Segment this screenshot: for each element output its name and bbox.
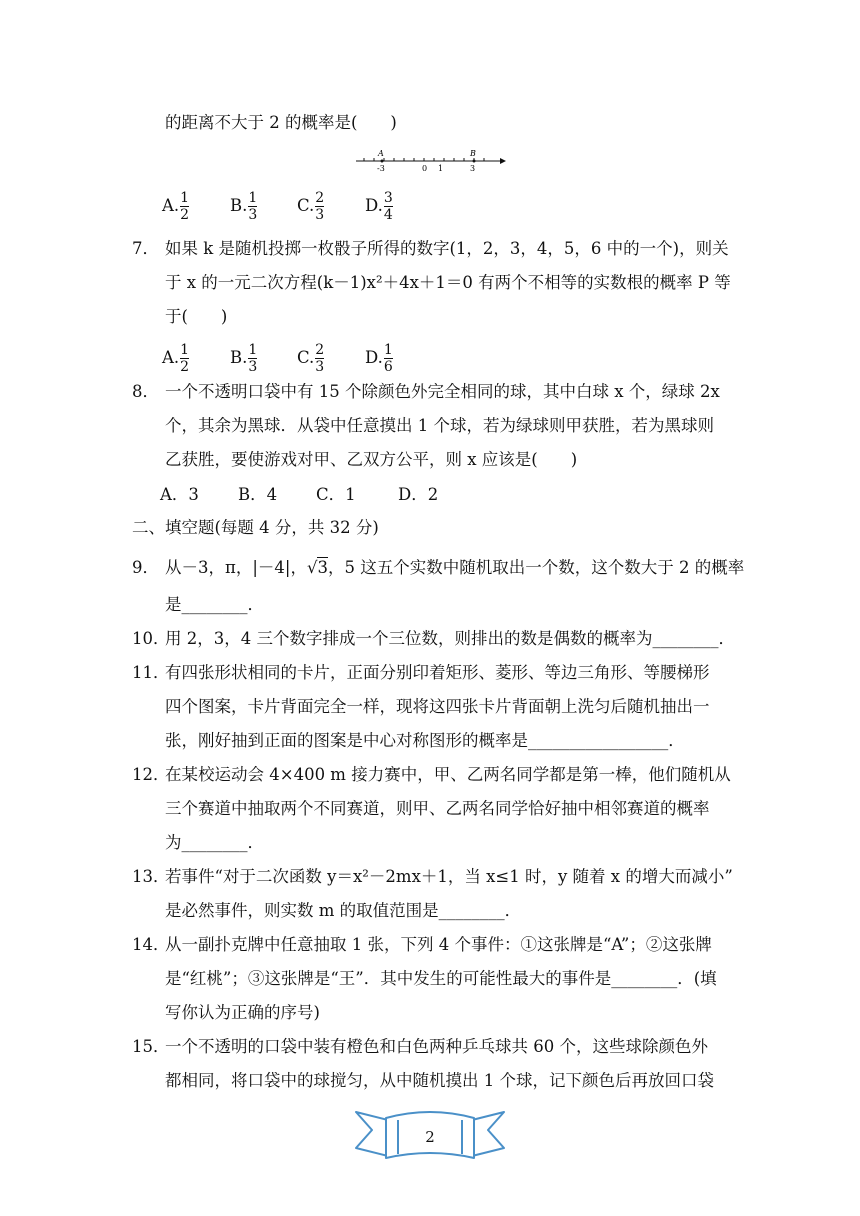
page-number: 2 xyxy=(425,1128,435,1146)
q14-line: 写你认为正确的序号) xyxy=(165,1003,320,1022)
point-b-label: B xyxy=(470,149,476,158)
q6-text: 的距离不大于 2 的概率是( ) xyxy=(165,113,397,132)
q7-line: 于 x 的一元二次方程(k－1)x²＋4x＋1＝0 有两个不相等的实数根的概率 P 等 xyxy=(165,273,731,292)
fraction: $\frac{1}{2}$ xyxy=(180,190,190,223)
q8-line: 乙获胜，要使游戏对甲、乙双方公平，则 x 应该是( ) xyxy=(165,450,578,469)
fraction: $\frac{1}{6}$ xyxy=(383,342,393,375)
q7-line: 于( ) xyxy=(165,307,228,326)
q7-line: 如果 k 是随机投掷一枚骰子所得的数字(1，2，3，4，5，6 中的一个)，则关 xyxy=(165,239,729,258)
q14-line: 是“红桃”；③这张牌是“王”．其中发生的可能性最大的事件是________．(填 xyxy=(165,969,717,988)
q12-line: 三个赛道中抽取两个不同赛道，则甲、乙两名同学恰好抽中相邻赛道的概率 xyxy=(165,799,710,818)
q11-line: 有四张形状相同的卡片，正面分别印着矩形、菱形、等边三角形、等腰梯形 xyxy=(165,663,710,682)
q8-line: 一个不透明口袋中有 15 个除颜色外完全相同的球，其中白球 x 个，绿球 2x xyxy=(165,382,720,401)
tick-label-1: 1 xyxy=(438,164,444,173)
fraction: $\frac{3}{4}$ xyxy=(383,190,393,223)
q12-number: 12． xyxy=(132,765,170,784)
q15-number: 15． xyxy=(132,1037,170,1056)
q8-option-b: B．4 xyxy=(238,485,278,504)
tick-label-neg3: -3 xyxy=(377,164,385,173)
sqrt-symbol: √ xyxy=(306,558,318,577)
q6-option-d: D. $\frac{3}{4}$ xyxy=(365,190,393,223)
q9-line: 是________． xyxy=(165,595,264,614)
q8-number: 8． xyxy=(132,382,159,401)
q10-number: 10． xyxy=(132,629,170,648)
q13-line: 是必然事件，则实数 m 的取值范围是________． xyxy=(165,901,522,920)
q15-line: 一个不透明的口袋中装有橙色和白色两种乒乓球共 60 个，这些球除颜色外 xyxy=(165,1037,708,1056)
q8-option-d: D．2 xyxy=(398,485,439,504)
number-line-figure xyxy=(352,146,512,176)
fraction: $\frac{1}{2}$ xyxy=(180,342,190,375)
fraction: $\frac{1}{3}$ xyxy=(248,190,258,223)
q6-option-c: C. $\frac{2}{3}$ xyxy=(297,190,325,223)
tick-label-3: 3 xyxy=(470,164,476,173)
tick-label-0: 0 xyxy=(422,164,428,173)
page-number-banner xyxy=(350,1104,510,1174)
q12-line: 为________． xyxy=(165,833,264,852)
q13-line: 若事件“对于二次函数 y＝x²－2mx＋1，当 x≤1 时，y 随着 x 的增大而减小” xyxy=(165,867,733,886)
q11-number: 11． xyxy=(132,663,170,682)
q10-line: 用 2，3，4 三个数字排成一个三位数，则排出的数是偶数的概率为________． xyxy=(165,629,735,648)
fraction: $\frac{2}{3}$ xyxy=(315,342,325,375)
q14-number: 14． xyxy=(132,935,170,954)
point-a-label: A xyxy=(378,149,384,158)
q7-option-b: B. $\frac{1}{3}$ xyxy=(230,342,258,375)
q13-number: 13． xyxy=(132,867,170,886)
q7-option-a: A. $\frac{1}{2}$ xyxy=(162,342,190,375)
section-heading: 二、填空题(每题 4 分，共 32 分) xyxy=(132,518,379,537)
q9-line: 从－3，π，|－4|，√3，5 这五个实数中随机取出一个数，这个数大于 2 的概率 xyxy=(165,558,745,577)
q7-option-d: D. $\frac{1}{6}$ xyxy=(365,342,393,375)
fraction: $\frac{2}{3}$ xyxy=(315,190,325,223)
q12-line: 在某校运动会 4×400 m 接力赛中，甲、乙两名同学都是第一棒，他们随机从 xyxy=(165,765,731,784)
q8-line: 个，其余为黑球．从袋中任意摸出 1 个球，若为绿球则甲获胜，若为黑球则 xyxy=(165,416,714,435)
q6-option-b: B. $\frac{1}{3}$ xyxy=(230,190,258,223)
q6-option-a: A. $\frac{1}{2}$ xyxy=(162,190,190,223)
q7-option-c: C. $\frac{2}{3}$ xyxy=(297,342,325,375)
q14-line: 从一副扑克牌中任意抽取 1 张，下列 4 个事件：①这张牌是“A”；②这张牌 xyxy=(165,935,712,954)
q9-number: 9． xyxy=(132,558,159,577)
q15-line: 都相同，将口袋中的球搅匀，从中随机摸出 1 个球，记下颜色后再放回口袋 xyxy=(165,1071,714,1090)
q8-option-a: A．3 xyxy=(160,485,199,504)
q11-line: 四个图案，卡片背面完全一样，现将这四张卡片背面朝上洗匀后随机抽出一 xyxy=(165,697,710,716)
fraction: $\frac{1}{3}$ xyxy=(248,342,258,375)
q7-number: 7． xyxy=(132,239,159,258)
q8-option-c: C．1 xyxy=(316,485,356,504)
q11-line: 张，刚好抽到正面的图案是中心对称图形的概率是_________________． xyxy=(165,731,685,750)
